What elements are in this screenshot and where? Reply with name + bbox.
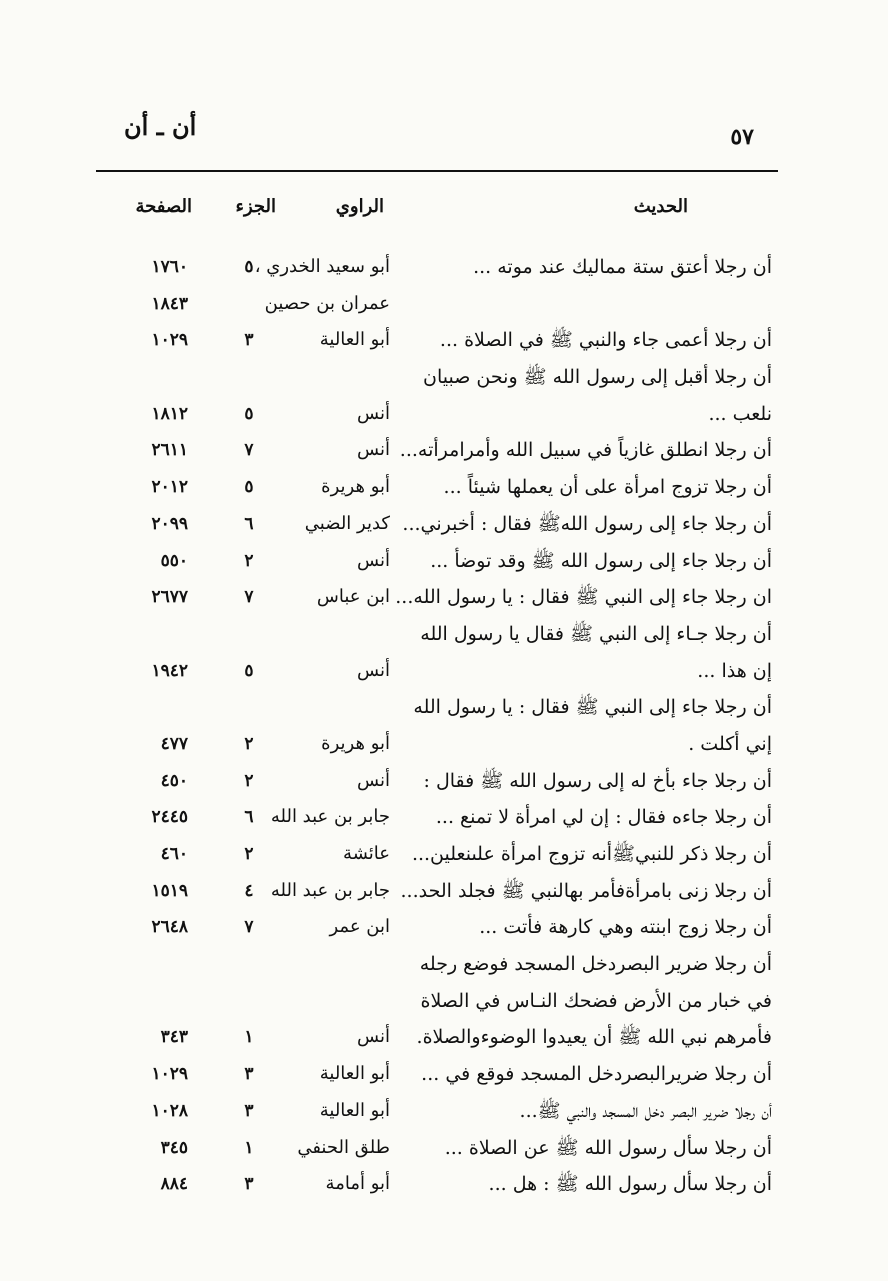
table-row bbox=[0, 800, 888, 837]
volume-number: ٢ bbox=[244, 550, 254, 571]
table-row bbox=[0, 250, 888, 287]
page-reference: ٣٤٥ bbox=[160, 1137, 188, 1158]
table-row bbox=[0, 764, 888, 801]
table-row bbox=[0, 910, 888, 947]
narrator: كدير الضبي bbox=[304, 512, 390, 534]
page-reference: ١٠٢٩ bbox=[151, 1064, 188, 1085]
hadith-text: أن رجلا ذكر للنبيﷺأنه تزوج امرأة علىنعلين... bbox=[411, 843, 772, 865]
narrator: أنس bbox=[357, 549, 390, 571]
narrator: أبو هريرة bbox=[321, 476, 390, 498]
hadith-text: أن رجلا سأل رسول الله ﷺ : هل ... bbox=[488, 1173, 772, 1196]
page-reference: ٤٧٧ bbox=[160, 733, 188, 754]
volume-number: ٦ bbox=[244, 807, 254, 828]
table-row bbox=[0, 1167, 888, 1204]
table-row bbox=[0, 947, 888, 984]
narrator: أبو العالية bbox=[319, 1063, 390, 1085]
hadith-text: أن رجلا جاء إلى رسول اللهﷺ فقال : أخبرني... bbox=[402, 512, 772, 535]
hadith-text: في خبار من الأرض فضحك النـاس في الصلاة bbox=[420, 989, 772, 1012]
table-row bbox=[0, 690, 888, 727]
column-header-narrator: الراوي bbox=[335, 196, 384, 217]
page-reference: ٤٦٠ bbox=[160, 844, 188, 864]
volume-number: ٧ bbox=[244, 917, 254, 938]
page-reference: ١٠٢٨ bbox=[151, 1100, 188, 1121]
volume-number: ٦ bbox=[244, 513, 254, 534]
hadith-text: أن رجلا ضريرالبصردخل المسجد فوقع في ... bbox=[421, 1063, 772, 1086]
page-reference: ٨٨٤ bbox=[160, 1174, 188, 1195]
table-row bbox=[0, 397, 888, 434]
volume-number: ٢ bbox=[244, 770, 254, 791]
page-reference: ١٧٦٠ bbox=[151, 257, 188, 277]
volume-number: ٤ bbox=[244, 880, 254, 901]
hadith-text: إني أكلت . bbox=[688, 732, 772, 755]
hadith-text: أن رجلا أعمى جاء والنبي ﷺ في الصلاة ... bbox=[439, 329, 772, 352]
volume-number: ٢ bbox=[244, 844, 254, 864]
hadith-text: أن رجلا زنى بامرأةفأمر بهالنبي ﷺ فجلد الحد... bbox=[400, 879, 772, 902]
page-reference: ٤٥٠ bbox=[160, 770, 188, 791]
table-row bbox=[0, 1057, 888, 1094]
table-row bbox=[0, 1094, 888, 1131]
page-reference: ١٥١٩ bbox=[151, 880, 188, 901]
page-reference: ١٨٤٣ bbox=[151, 293, 188, 314]
hadith-text: أن رجلا جاء إلى النبي ﷺ فقال : يا رسول الله bbox=[413, 696, 772, 719]
narrator: ابن عباس bbox=[316, 586, 390, 608]
volume-number: ٥ bbox=[244, 477, 254, 498]
page-reference: ٢٠٩٩ bbox=[151, 513, 188, 534]
hadith-text: نلعب ... bbox=[708, 402, 772, 425]
volume-number: ٥ bbox=[244, 660, 254, 681]
page-reference: ١٩٤٢ bbox=[151, 660, 188, 681]
hadith-text: فأمرهم نبي الله ﷺ أن يعيدوا الوضوءوالصلاة. bbox=[416, 1026, 772, 1049]
table-row bbox=[0, 507, 888, 544]
column-header-page: الصفحة bbox=[135, 196, 192, 217]
index-table bbox=[0, 250, 888, 1204]
hadith-text: أن رجلا ضرير البصر دخل المسجد والنبي ﷺ... bbox=[519, 1099, 772, 1122]
hadith-text: أن رجلا جـاء إلى النبي ﷺ فقال يا رسول الله bbox=[420, 622, 772, 645]
narrator: جابر بن عبد الله bbox=[270, 806, 390, 828]
hadith-text: أن رجلا أعتق ستة مماليك عند موته ... bbox=[473, 256, 772, 278]
table-row bbox=[0, 617, 888, 654]
narrator: عمران بن حصين bbox=[264, 292, 390, 314]
narrator: أبو أمامة bbox=[325, 1173, 390, 1195]
table-row bbox=[0, 654, 888, 691]
hadith-text: أن رجلا جاءه فقال : إن لي امرأة لا تمنع ... bbox=[435, 806, 772, 829]
hadith-text: أن رجلا جاء إلى رسول الله ﷺ وقد توضأ ... bbox=[430, 549, 772, 572]
volume-number: ٣ bbox=[244, 1174, 254, 1195]
volume-number: ٥ bbox=[244, 403, 254, 424]
page-reference: ٣٤٣ bbox=[160, 1027, 188, 1048]
table-row bbox=[0, 580, 888, 617]
hadith-text: أن رجلا أقبل إلى رسول الله ﷺ ونحن صبيان bbox=[423, 366, 772, 389]
table-row bbox=[0, 1020, 888, 1057]
table-row bbox=[0, 433, 888, 470]
page-reference: ٢٤٤٥ bbox=[151, 807, 188, 828]
narrator: عائشة bbox=[343, 843, 390, 864]
page-reference: ٢٠١٢ bbox=[151, 477, 188, 498]
volume-number: ١ bbox=[244, 1027, 254, 1048]
page-reference: ١٨١٢ bbox=[151, 403, 188, 424]
table-row bbox=[0, 727, 888, 764]
table-row bbox=[0, 287, 888, 324]
table-row bbox=[0, 984, 888, 1021]
hadith-text: ان رجلا جاء إلى النبي ﷺ فقال : يا رسول الله... bbox=[395, 586, 772, 609]
narrator: أبو سعيد الخدري ، bbox=[254, 256, 390, 277]
hadith-text: أن رجلا تزوج امرأة على أن يعملها شيئاً ... bbox=[443, 476, 772, 499]
volume-number: ٢ bbox=[244, 733, 254, 754]
hadith-text: أن رجلا جاء بأخ له إلى رسول الله ﷺ فقال : bbox=[423, 769, 772, 792]
hadith-text: أن رجلا ضرير البصردخل المسجد فوضع رجله bbox=[419, 953, 772, 976]
volume-number: ٣ bbox=[244, 330, 254, 351]
narrator: جابر بن عبد الله bbox=[270, 879, 390, 901]
page-reference: ٢٦٤٨ bbox=[151, 917, 188, 938]
narrator: أبو هريرة bbox=[321, 732, 390, 754]
table-row bbox=[0, 470, 888, 507]
volume-number: ٣ bbox=[244, 1064, 254, 1085]
header-rule bbox=[96, 170, 778, 172]
narrator: ابن عمر bbox=[329, 916, 390, 938]
volume-number: ٥ bbox=[244, 257, 254, 277]
narrator: أنس bbox=[357, 659, 390, 681]
hadith-text: أن رجلا انطلق غازياً في سبيل الله وأمرامرأته... bbox=[399, 439, 772, 462]
column-header-volume: الجزء bbox=[235, 196, 276, 217]
table-row bbox=[0, 1131, 888, 1168]
table-row bbox=[0, 323, 888, 360]
table-row bbox=[0, 544, 888, 581]
hadith-text: أن رجلا سأل رسول الله ﷺ عن الصلاة ... bbox=[444, 1136, 772, 1159]
volume-number: ٧ bbox=[244, 587, 254, 608]
page-reference: ٥٥٠ bbox=[160, 550, 188, 571]
page-number: ٥٧ bbox=[730, 124, 754, 150]
page-reference: ٢٦٧٧ bbox=[151, 587, 188, 608]
hadith-text: إن هذا ... bbox=[697, 659, 772, 682]
table-row bbox=[0, 837, 888, 874]
table-row bbox=[0, 874, 888, 911]
narrator: طلق الحنفي bbox=[297, 1136, 390, 1158]
narrator: أنس bbox=[357, 439, 390, 461]
hadith-text: أن رجلا زوج ابنته وهي كارهة فأتت ... bbox=[479, 916, 772, 939]
running-title: أن ـ أن bbox=[124, 112, 197, 141]
column-header-hadith: الحديث bbox=[633, 196, 688, 217]
narrator: أنس bbox=[357, 1026, 390, 1048]
narrator: أنس bbox=[357, 402, 390, 424]
page-reference: ١٠٢٩ bbox=[151, 330, 188, 351]
volume-number: ١ bbox=[244, 1137, 254, 1158]
narrator: أبو العالية bbox=[319, 1099, 390, 1121]
page-reference: ٢٦١١ bbox=[151, 440, 188, 461]
narrator: أبو العالية bbox=[319, 329, 390, 351]
volume-number: ٧ bbox=[244, 440, 254, 461]
narrator: أنس bbox=[357, 769, 390, 791]
table-row bbox=[0, 360, 888, 397]
volume-number: ٣ bbox=[244, 1100, 254, 1121]
